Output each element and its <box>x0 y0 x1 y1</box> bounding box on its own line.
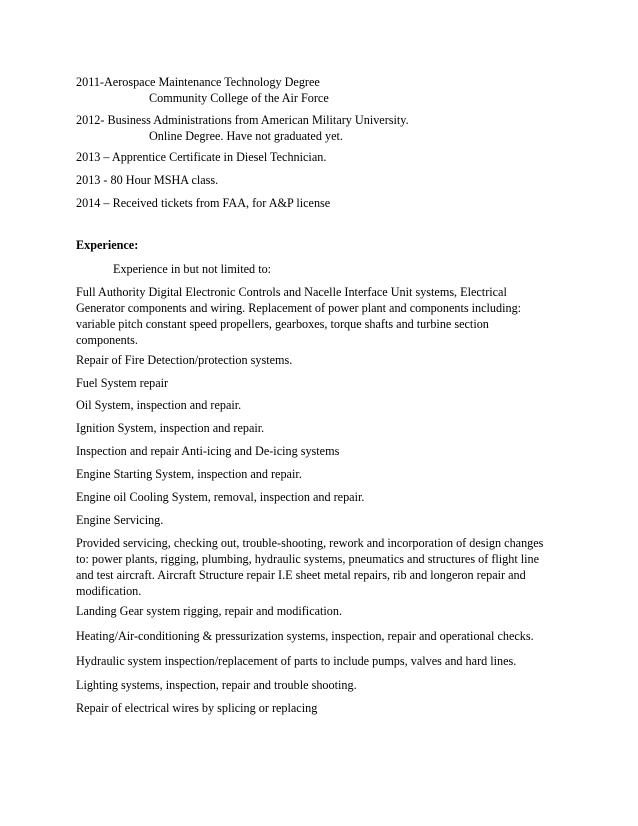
education-line: 2014 – Received tickets from FAA, for A&P license <box>76 196 331 210</box>
experience-line: Inspection and repair Anti-icing and De-icing systems <box>76 444 340 458</box>
experience-line: Engine Servicing. <box>76 513 164 527</box>
experience-intro <box>76 261 576 277</box>
experience-item <box>76 284 576 348</box>
experience-item <box>76 535 576 599</box>
education-entry-2013-apprentice <box>76 149 576 165</box>
experience-line: Ignition System, inspection and repair. <box>76 421 265 435</box>
experience-line: Hydraulic system inspection/replacement of parts to include pumps, valves and hard lines. <box>76 654 517 668</box>
experience-line: Heating/Air-conditioning & pressurization systems, inspection, repair and operational checks. <box>76 629 534 643</box>
experience-item <box>76 489 576 505</box>
experience-item <box>76 677 576 693</box>
experience-line: components. <box>76 333 138 347</box>
experience-intro-text: Experience in but not limited to: <box>113 262 272 276</box>
experience-line: Engine oil Cooling System, removal, inspection and repair. <box>76 490 365 504</box>
experience-line: Repair of Fire Detection/protection systems. <box>76 353 293 367</box>
education-line: Online Degree. Have not graduated yet. <box>149 129 343 143</box>
experience-line: Landing Gear system rigging, repair and modification. <box>76 604 343 618</box>
experience-item <box>76 603 576 619</box>
experience-item <box>76 628 576 644</box>
education-entry-2014 <box>76 195 576 211</box>
experience-line: Fuel System repair <box>76 376 169 390</box>
experience-item <box>76 352 576 368</box>
experience-line: Oil System, inspection and repair. <box>76 398 242 412</box>
experience-line: variable pitch constant speed propellers, gearboxes, torque shafts and turbine section <box>76 317 489 331</box>
experience-item <box>76 443 576 459</box>
education-line: 2013 – Apprentice Certificate in Diesel Technician. <box>76 150 327 164</box>
experience-line: modification. <box>76 584 142 598</box>
experience-line: and test aircraft. Aircraft Structure repair I.E sheet metal repairs, rib and longeron repair and <box>76 568 526 582</box>
experience-line: to: power plants, rigging, plumbing, hydraulic systems, pneumatics and structures of flight line <box>76 552 540 566</box>
education-entry-2012 <box>76 112 576 144</box>
education-entry-2011 <box>76 74 576 106</box>
experience-line: Provided servicing, checking out, trouble-shooting, rework and incorporation of design changes <box>76 536 544 550</box>
experience-line: Engine Starting System, inspection and repair. <box>76 467 302 481</box>
education-line: 2011-Aerospace Maintenance Technology Degree <box>76 75 320 89</box>
experience-item <box>76 700 576 716</box>
experience-line: Generator components and wiring. Replacement of power plant and components including: <box>76 301 522 315</box>
experience-line: Full Authority Digital Electronic Controls and Nacelle Interface Unit systems, Electrical <box>76 285 507 299</box>
experience-item <box>76 512 576 528</box>
education-line: 2012- Business Administrations from American Military University. <box>76 113 409 127</box>
experience-line: Lighting systems, inspection, repair and trouble shooting. <box>76 678 357 692</box>
education-line: Community College of the Air Force <box>149 91 329 105</box>
experience-item <box>76 375 576 391</box>
education-entry-2013-msha <box>76 172 576 188</box>
experience-item <box>76 420 576 436</box>
experience-item <box>76 466 576 482</box>
experience-item <box>76 397 576 413</box>
education-line: 2013 - 80 Hour MSHA class. <box>76 173 219 187</box>
experience-heading: Experience: <box>76 238 139 252</box>
experience-item <box>76 653 576 669</box>
experience-line: Repair of electrical wires by splicing or replacing <box>76 701 318 715</box>
